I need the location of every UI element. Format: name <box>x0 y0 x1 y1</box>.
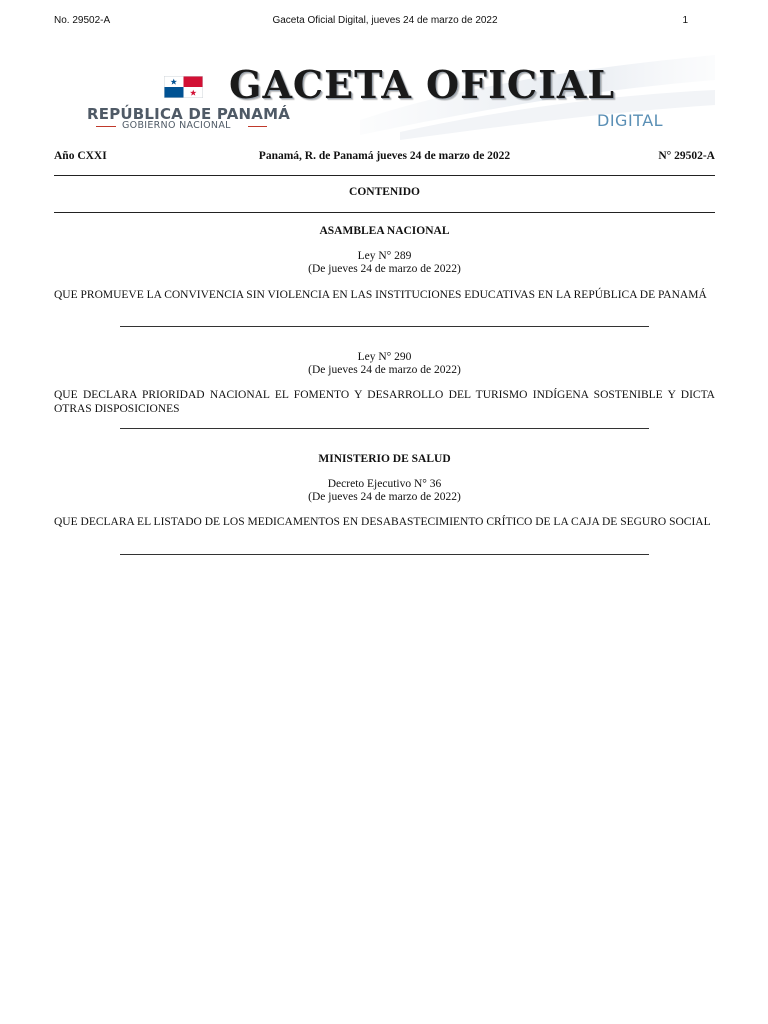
digital-label: DIGITAL <box>597 111 664 130</box>
section-institution: ASAMBLEA NACIONAL <box>319 225 450 237</box>
page-number: 1 <box>682 15 688 26</box>
republic-name: REPÚBLICA DE PANAMÁ <box>87 105 291 123</box>
section-institution: MINISTERIO DE SALUD <box>318 453 451 465</box>
panama-flag-icon <box>164 76 203 98</box>
issue-number: N° 29502-A <box>658 150 715 162</box>
government-label: GOBIERNO NACIONAL <box>122 120 231 131</box>
contents-heading: CONTENIDO <box>349 186 420 198</box>
law-number: Ley N° 290 <box>357 351 412 363</box>
header-title: Gaceta Oficial Digital, jueves 24 de marzo de 2022 <box>272 15 498 26</box>
issue-number-header: No. 29502-A <box>54 15 111 26</box>
law-date: (De jueves 24 de marzo de 2022) <box>308 364 461 376</box>
item-divider <box>120 554 649 555</box>
masthead <box>0 50 768 145</box>
gazette-title: GACETA OFICIAL <box>229 62 616 107</box>
government-line-right <box>248 126 267 127</box>
year-label: Año CXXI <box>54 150 107 162</box>
item-divider <box>120 326 649 327</box>
issue-meta-row <box>54 150 715 166</box>
law-number: Ley N° 289 <box>357 250 412 262</box>
law-description: QUE DECLARA PRIORIDAD NACIONAL EL FOMENTO Y DESARROLLO DEL TURISMO INDÍGENA SOSTENIBLE Y DICTA OTRAS DISPOSICIONES <box>54 389 715 415</box>
law-date: (De jueves 24 de marzo de 2022) <box>308 491 461 503</box>
law-description: QUE PROMUEVE LA CONVIVENCIA SIN VIOLENCIA EN LAS INSTITUCIONES EDUCATIVAS EN LA REPÚBLICA DE PANAMÁ <box>54 289 707 301</box>
law-number: Decreto Ejecutivo N° 36 <box>327 478 442 490</box>
place-date: Panamá, R. de Panamá jueves 24 de marzo de 2022 <box>258 150 511 162</box>
law-description: QUE DECLARA EL LISTADO DE LOS MEDICAMENTOS EN DESABASTECIMIENTO CRÍTICO DE LA CAJA DE SEGURO SOCIAL <box>54 516 711 528</box>
divider <box>54 212 715 213</box>
law-date: (De jueves 24 de marzo de 2022) <box>308 263 461 275</box>
government-line-left <box>96 126 116 127</box>
item-divider <box>120 428 649 429</box>
divider <box>54 175 715 176</box>
